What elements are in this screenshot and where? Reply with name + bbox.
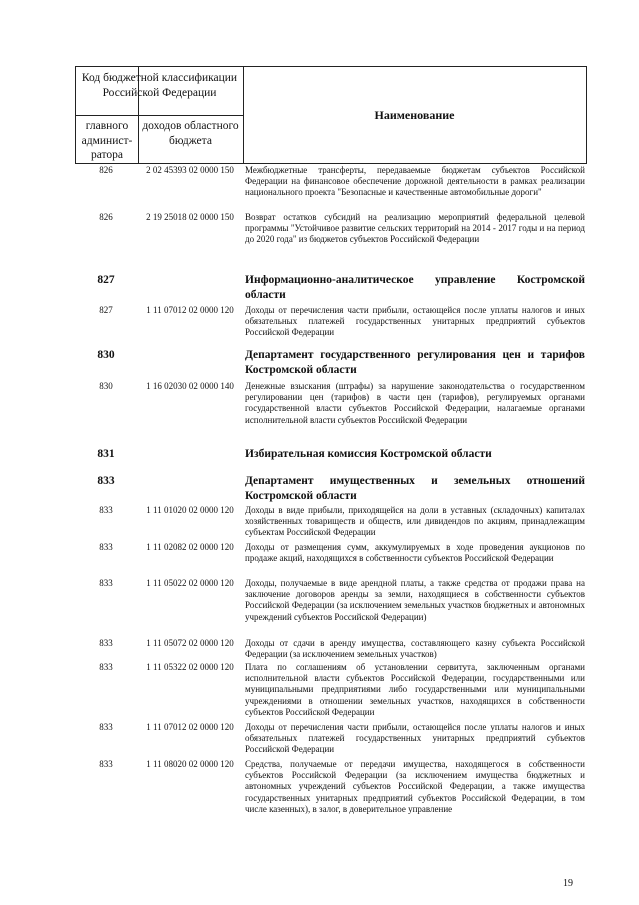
- table-header: [75, 66, 587, 164]
- row-name: Доходы, получаемые в виде арендной платы, а также средства от продажи права на заключение договоров аренды за земли, находящиеся в собственности субъектов Российской Федерации (за исключением земельных участков бюджетных и автономных учреждений субъектов Российской Федерации): [245, 578, 585, 622]
- row-admin-code: 833: [99, 759, 113, 769]
- header-col-income: доходов областного бюджета: [142, 120, 239, 147]
- header-col-name: Наименование: [374, 107, 455, 122]
- row-admin-code: 833: [99, 722, 113, 732]
- row-admin-code: 830: [99, 381, 113, 391]
- page-number: 19: [563, 878, 573, 889]
- header-divider-group: [76, 115, 243, 116]
- row-admin-code: 833: [99, 505, 113, 515]
- row-admin-code: 833: [99, 578, 113, 588]
- department-name: Избирательная комиссия Костромской области: [245, 448, 492, 460]
- row-name: Доходы в виде прибыли, приходящейся на доли в уставных (складочных) капиталах хозяйственных товариществ и обществ, или дивидендов по акциям, принадлежащим субъектам Российской Федерации: [245, 505, 585, 538]
- department-name: Информационно-аналитическое управление Костромской области: [245, 274, 585, 301]
- header-group-title: Код бюджетной классификации Российской Федерации: [81, 72, 238, 99]
- row-income-code: 1 11 02082 02 0000 120: [146, 542, 234, 552]
- row-name: Возврат остатков субсидий на реализацию мероприятий федеральной целевой программы "Устойчивое развитие сельских территорий на 2014 - 2017 годы и на период до 2020 года" из бюджетов субъектов Российской Федерации: [245, 212, 585, 245]
- row-name: Доходы от перечисления части прибыли, остающейся после уплаты налогов и иных обязательных платежей государственных унитарных предприятий субъектов Российской Федерации: [245, 305, 585, 338]
- row-admin-code: 831: [97, 448, 115, 460]
- row-admin-code: 826: [99, 165, 113, 175]
- row-name: Доходы от размещения сумм, аккумулируемых в ходе проведения аукционов по продаже акций, находящихся в собственности субъектов Российской Федерации: [245, 542, 585, 564]
- row-income-code: 2 02 45393 02 0000 150: [146, 165, 234, 175]
- row-name: Плата по соглашениям об установлении сервитута, заключенным органами исполнительной власти субъектов Российской Федерации, государственными или муниципальными предприятиями либо государственными или муниципальными учреждениями в отношении земельных участков, находящихся в собственности субъектов Российской Федерации: [245, 662, 585, 717]
- row-name: Доходы от перечисления части прибыли, остающейся после уплаты налогов и иных обязательных платежей государственных унитарных предприятий субъектов Российской Федерации: [245, 722, 585, 755]
- department-name: Департамент имущественных и земельных отношений Костромской области: [245, 475, 585, 502]
- row-income-code: 1 11 05322 02 0000 120: [146, 662, 234, 672]
- row-name: Средства, получаемые от передачи имущества, находящегося в собственности субъектов Российской Федерации (за исключением имущества бюджетных и автономных учреждений субъектов Российской Федерации, а также имущества государственных унитарных предприятий субъектов Российской Федерации, в том числе казенных), в залог, в доверительное управление: [245, 759, 585, 814]
- row-admin-code: 826: [99, 212, 113, 222]
- row-income-code: 1 11 05022 02 0000 120: [146, 578, 234, 588]
- row-income-code: 1 11 07012 02 0000 120: [146, 305, 234, 315]
- row-admin-code: 830: [97, 349, 115, 361]
- row-income-code: 1 11 05072 02 0000 120: [146, 638, 234, 648]
- row-admin-code: 833: [97, 475, 115, 487]
- row-income-code: 1 11 07012 02 0000 120: [146, 722, 234, 732]
- row-name: Межбюджетные трансферты, передаваемые бюджетам субъектов Российской Федерации на финансовое обеспечение дорожной деятельности в рамках реализации национального проекта "Безопасные и качественные автомобильные дороги": [245, 165, 585, 198]
- row-income-code: 1 16 02030 02 0000 140: [146, 381, 234, 391]
- row-name: Денежные взыскания (штрафы) за нарушение законодательства о государственном регулировании цен (тарифов) в части цен (тарифов), регулируемых органами государственной власти субъектов Российской Федерации, налагаемые органами исполнительной власти субъектов Российской Федерации: [245, 381, 585, 425]
- row-admin-code: 827: [99, 305, 113, 315]
- header-col-admin: главного админист-ратора: [81, 120, 133, 161]
- row-admin-code: 827: [97, 274, 115, 286]
- row-admin-code: 833: [99, 638, 113, 648]
- row-admin-code: 833: [99, 662, 113, 672]
- row-admin-code: 833: [99, 542, 113, 552]
- row-income-code: 2 19 25018 02 0000 150: [146, 212, 234, 222]
- row-income-code: 1 11 08020 02 0000 120: [146, 759, 234, 769]
- row-name: Доходы от сдачи в аренду имущества, составляющего казну субъекта Российской Федерации (за исключением земельных участков): [245, 638, 585, 660]
- department-name: Департамент государственного регулирования цен и тарифов Костромской области: [245, 349, 585, 376]
- row-income-code: 1 11 01020 02 0000 120: [146, 505, 234, 515]
